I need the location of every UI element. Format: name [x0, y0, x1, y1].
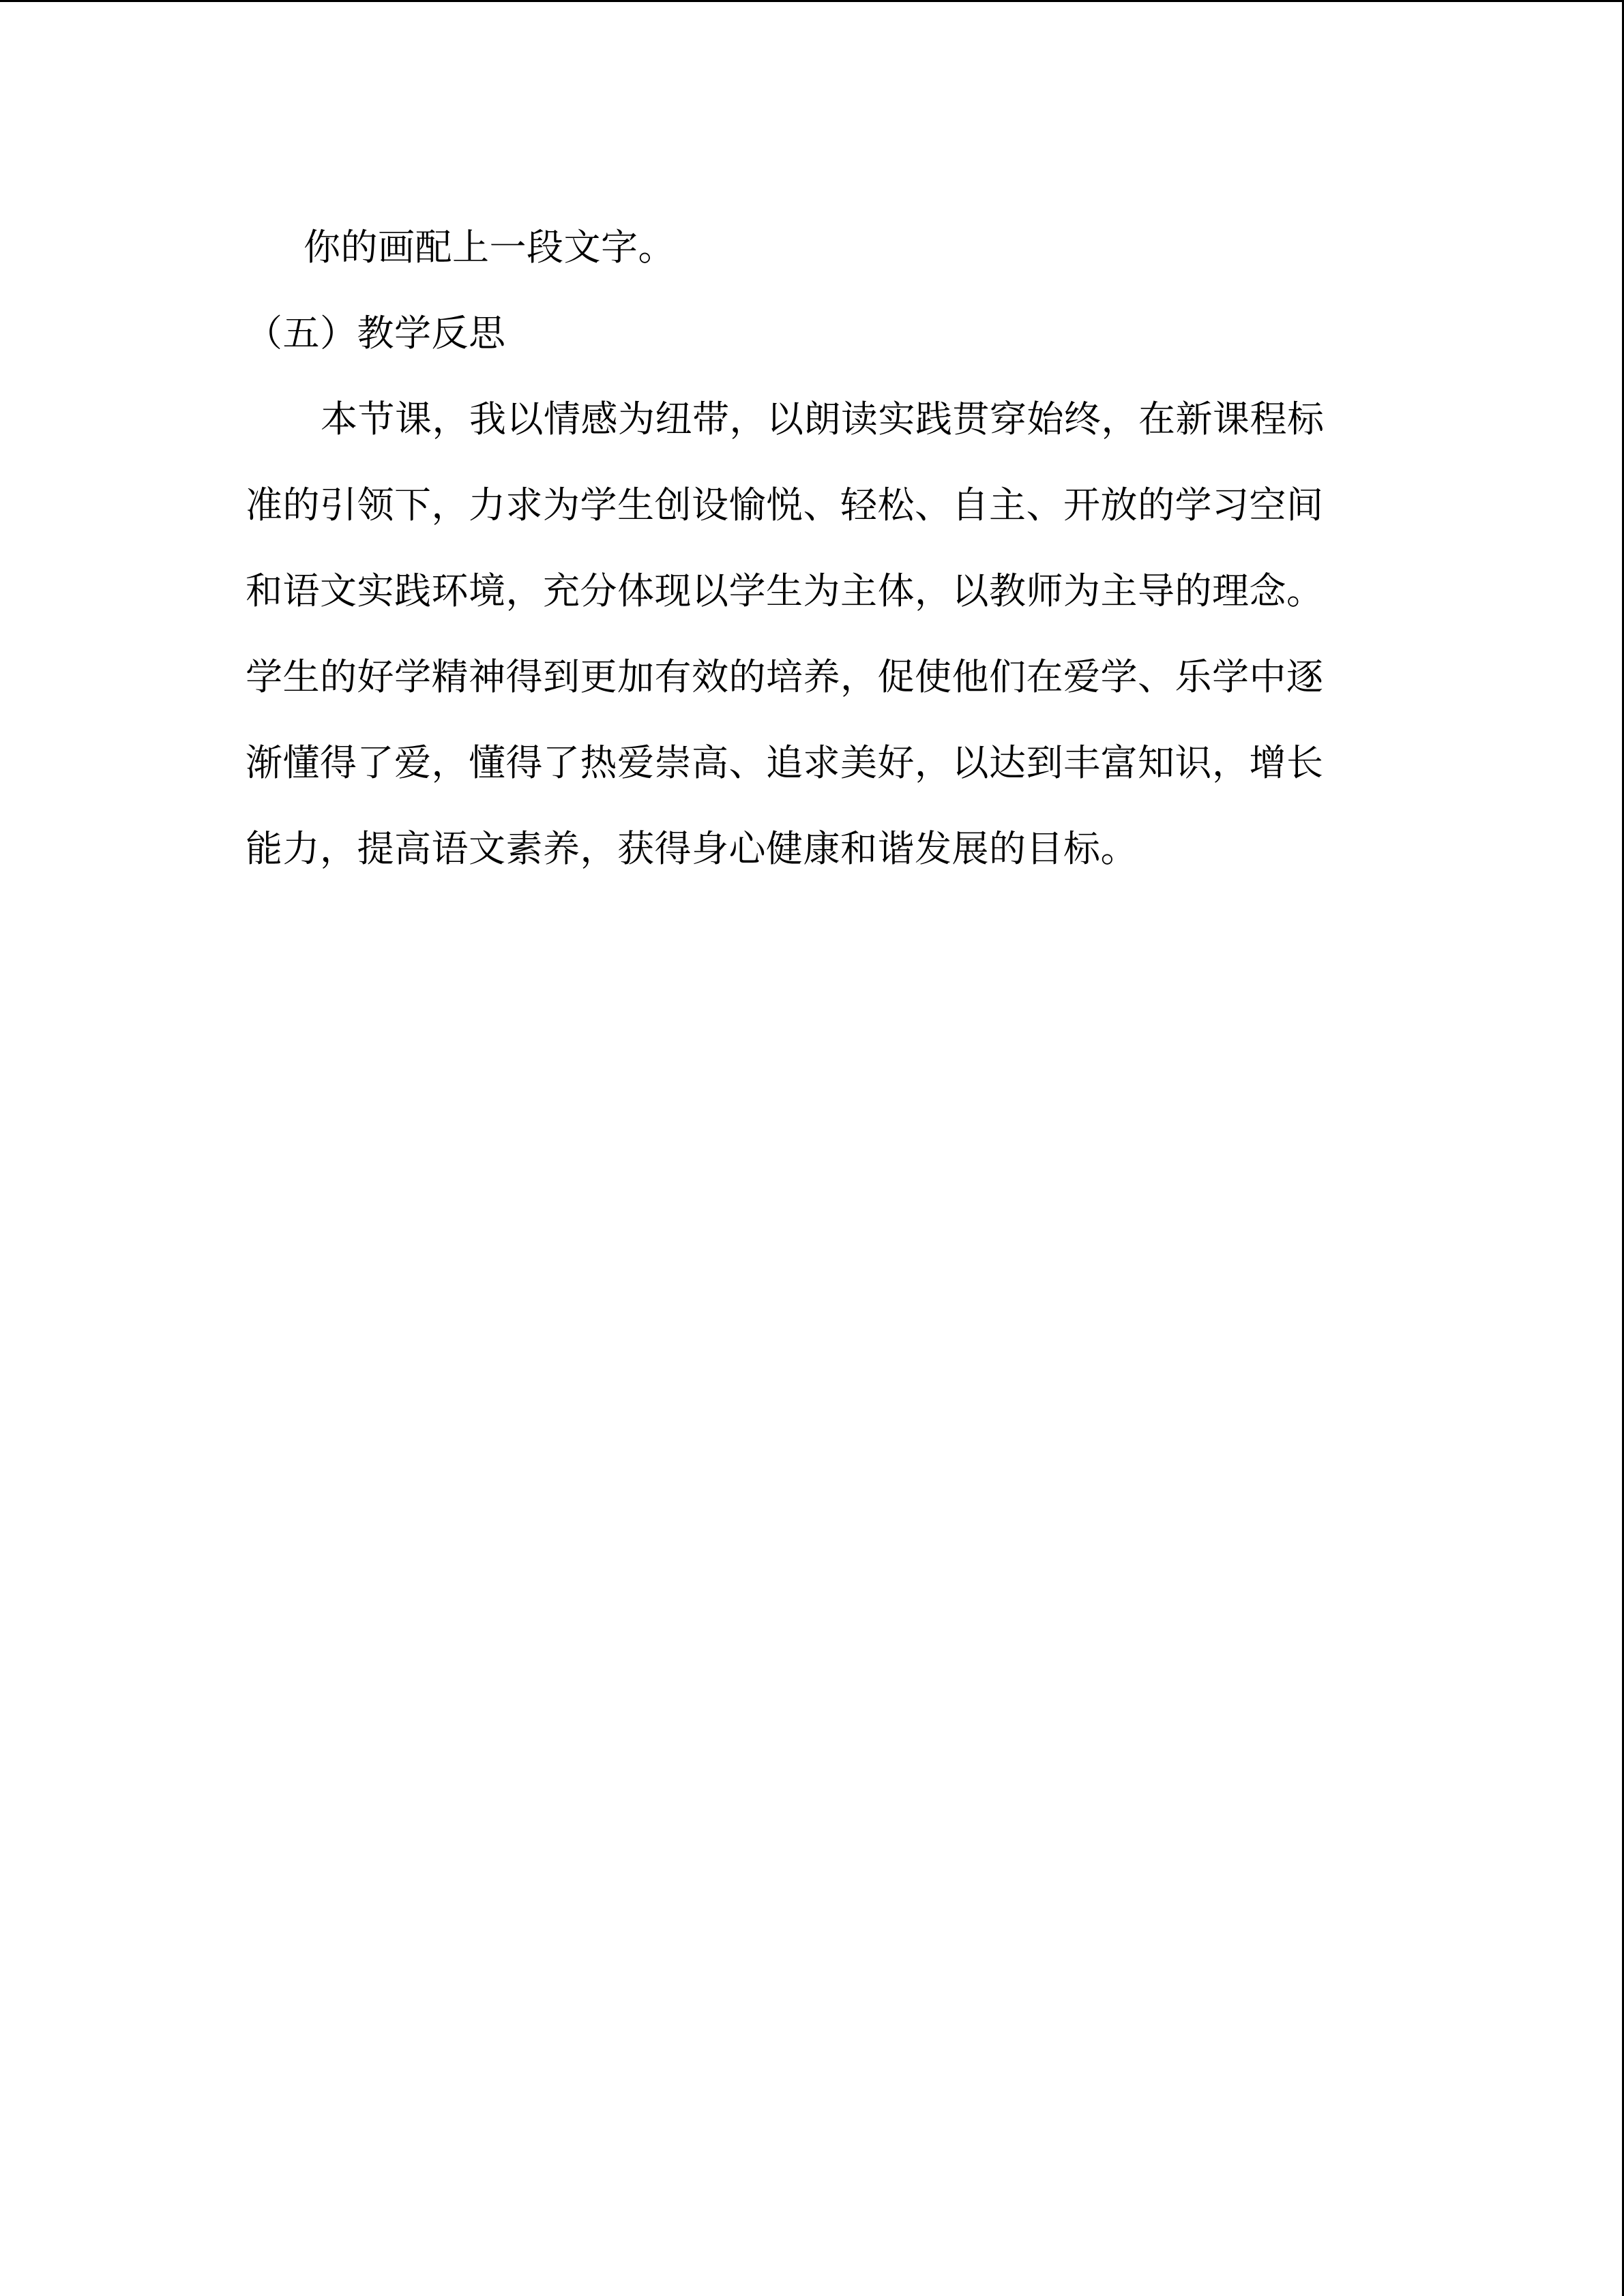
document-body [246, 205, 1364, 892]
paragraph-line: 本节课，我以情感为纽带，以朗读实践贯穿始终，在新课程标 [321, 398, 1325, 441]
paragraph-line: 渐懂得了爱，懂得了热爱崇高、追求美好，以达到丰富知识，增长 [246, 741, 1324, 784]
paragraph-line: 和语文实践环境，充分体现以学生为主体，以教师为主导的理念。 [246, 569, 1324, 612]
paragraph-line: 学生的好学精神得到更加有效的培养，促使他们在爱学、乐学中逐 [246, 655, 1324, 698]
section-heading: （五）教学反思 [246, 312, 506, 355]
reflection-paragraph [246, 376, 1364, 892]
continuation-line: 你的画配上一段文字。 [304, 226, 675, 269]
paragraph-line: 准的引领下，力求为学生创设愉悦、轻松、自主、开放的学习空间 [246, 483, 1324, 526]
page-border-top [0, 0, 1624, 2]
paragraph-line: 能力，提高语文素养，获得身心健康和谐发展的目标。 [246, 827, 1138, 870]
